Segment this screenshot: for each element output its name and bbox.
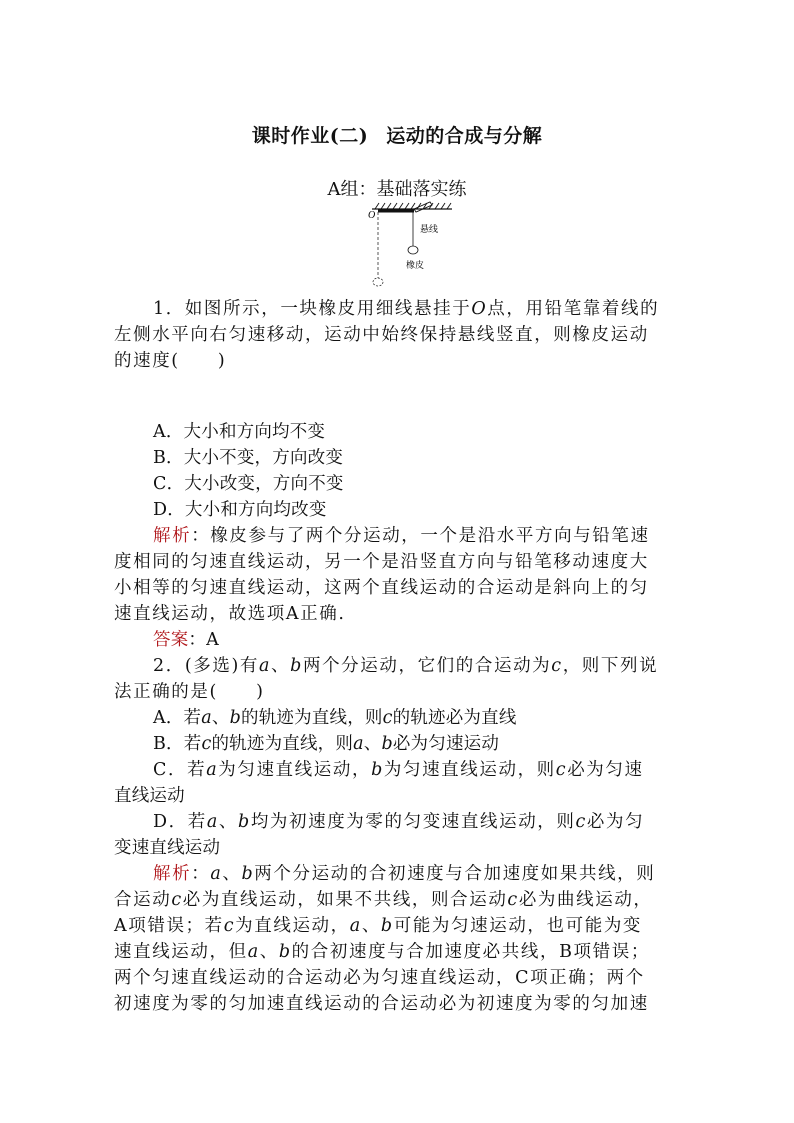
eraser bbox=[408, 246, 418, 254]
analysis-label: 解析 bbox=[153, 864, 192, 884]
q1-analysis-line3: 小相等的匀速直线运动，这两个直线运动的合运动是斜向上的匀 bbox=[114, 578, 649, 598]
q2-stem-line2: 法正确的是( ) bbox=[114, 682, 265, 702]
q1-stem-line2: 左侧水平向右匀速移动，运动中始终保持悬线竖直，则橡皮运动 bbox=[114, 325, 649, 345]
q2-analysis-line1: 解析：a、b两个分运动的合初速度与合加速度如果共线，则 bbox=[153, 864, 656, 884]
q2-analysis-line3: A项错误；若c为直线运动，a、b可能为匀速运动，也可能为变 bbox=[114, 916, 643, 936]
q2-option-a: A．若a、b的轨迹为直线，则c的轨迹必为直线 bbox=[153, 708, 517, 728]
q2-option-d-line2: 变速直线运动 bbox=[114, 838, 221, 858]
point-o-label: O bbox=[368, 210, 376, 221]
q2-analysis-line5: 两个匀速直线运动的合运动必为匀速直线运动，C项正确；两个 bbox=[114, 968, 645, 988]
q2-option-d-line1: D．若a、b均为初速度为零的匀变速直线运动，则c必为匀 bbox=[153, 812, 645, 832]
q1-analysis-line1: 解析：橡皮参与了两个分运动，一个是沿水平方向与铅笔速 bbox=[153, 526, 650, 546]
q1-option-c: C．大小改变，方向不变 bbox=[153, 474, 344, 494]
q2-stem-line1: 2．(多选)有a、b两个分运动，它们的合运动为c，则下列说 bbox=[153, 656, 659, 676]
q2-option-b: B．若c的轨迹为直线，则a、b必为匀速运动 bbox=[153, 734, 500, 754]
q1-option-b: B．大小不变，方向改变 bbox=[153, 448, 344, 468]
q1-stem-line3: 的速度( ) bbox=[114, 351, 227, 371]
q1-answer: 答案：A bbox=[153, 630, 219, 650]
q1-option-d: D．大小和方向均改变 bbox=[153, 500, 327, 520]
pendulum-figure bbox=[366, 196, 456, 288]
q2-option-c-line1: C．若a为匀速直线运动，b为匀速直线运动，则c必为匀速 bbox=[153, 760, 644, 780]
ceiling-hatch bbox=[375, 203, 451, 209]
group-heading: A组：基础落实练 bbox=[327, 179, 467, 200]
answer-label: 答案 bbox=[153, 630, 189, 650]
pendulum-diagram bbox=[366, 196, 456, 288]
q1-analysis-line2: 度相同的匀速直线运动，另一个是沿竖直方向与铅笔移动速度大 bbox=[114, 552, 649, 572]
page-title: 课时作业(二) 运动的合成与分解 bbox=[251, 125, 543, 147]
q1-stem-line1: 1．如图所示，一块橡皮用细线悬挂于O点，用铅笔靠着线的 bbox=[153, 299, 660, 319]
q2-option-c-line2: 直线运动 bbox=[114, 786, 185, 806]
q2-analysis-line2: 合运动c必为直线运动，如果不共线，则合运动c必为曲线运动， bbox=[114, 890, 653, 910]
initial-eraser bbox=[373, 278, 383, 286]
eraser-label: 橡皮 bbox=[406, 260, 425, 270]
q1-analysis-line4: 速直线运动，故选项A正确. bbox=[114, 604, 346, 624]
pencil-tip bbox=[414, 202, 432, 212]
q2-analysis-line4: 速直线运动，但a、b的合初速度与合加速度必共线，B项错误； bbox=[114, 942, 650, 962]
thread-label: 悬线 bbox=[420, 224, 439, 234]
analysis-label: 解析 bbox=[153, 526, 192, 546]
q2-analysis-line6: 初速度为零的匀加速直线运动的合运动必为初速度为零的匀加速 bbox=[114, 994, 649, 1014]
q1-option-a: A．大小和方向均不变 bbox=[153, 422, 326, 442]
